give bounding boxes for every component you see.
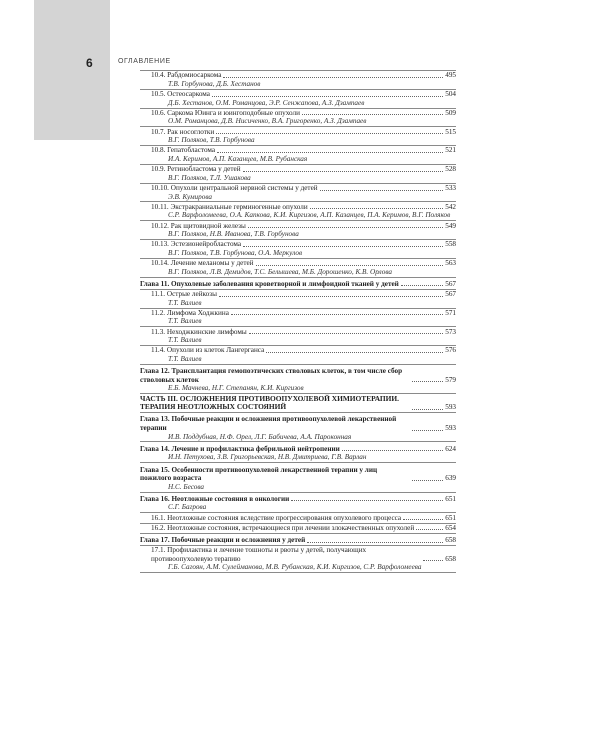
toc-entry-page: 658 (445, 554, 456, 563)
toc-section (140, 70, 456, 90)
toc-entry-page: 533 (445, 183, 456, 192)
dot-leader (223, 77, 443, 78)
toc-entry-row (140, 240, 456, 249)
toc-entry-page: 558 (445, 240, 456, 249)
toc-entry-title: 16.2. Неотложные состояния, встречающиеся при лечении злокачественных опухолей (151, 523, 415, 532)
dot-leader (302, 114, 443, 115)
toc-entry-page: 542 (445, 202, 456, 211)
toc-entry-row (140, 524, 456, 533)
toc-section (140, 513, 456, 523)
toc-entry-row (140, 90, 456, 99)
running-head: ОГЛАВЛЕНИЕ (118, 58, 171, 65)
toc-entry-page: 567 (445, 290, 456, 299)
toc-entry-authors: Э.В. Кумирова (168, 192, 212, 201)
toc-entry-authors: И.А. Керимов, А.П. Казанцев, М.В. Рубанская (168, 155, 308, 164)
toc-entry-page: 651 (445, 494, 456, 503)
toc-chapter (140, 495, 456, 514)
toc-entry-title: ЧАСТЬ III. ОСЛОЖНЕНИЯ ПРОТИВООПУХОЛЕВОЙ ХИМИОТЕРАПИИ. ТЕРАПИЯ НЕОТЛОЖНЫХ СОСТОЯНИЙ (140, 393, 399, 412)
toc-entry-row (140, 346, 456, 355)
toc-entry-authors: И.Н. Петухова, З.В. Григорьевская, Н.В. Дмитриева, Г.В. Варлан (168, 453, 367, 462)
page-number: 6 (86, 56, 93, 70)
toc-entry-title: 11.3. Неходжкинские лимфомы (151, 327, 247, 336)
dot-leader (266, 352, 443, 353)
toc-entry-row (140, 514, 456, 523)
toc-entry-title: 16.1. Неотложные состояния вследствие прогрессирования опухолевого процесса (151, 513, 402, 522)
toc-entry-authors: В.Г. Поляков, Т.Л. Ушакова (168, 173, 251, 182)
toc-entry-authors: С.Г. Багрова (168, 503, 207, 512)
toc-entry-authors: В.Г. Поляков, Н.В. Иванова, Т.В. Горбунова (168, 230, 299, 239)
toc-entry-page: 549 (445, 221, 456, 230)
table-of-contents (140, 70, 456, 573)
toc-section (140, 221, 456, 240)
toc-section (140, 146, 456, 165)
toc-entry-page: 658 (445, 536, 456, 545)
dot-leader (256, 265, 444, 266)
toc-entry-page: 624 (445, 444, 456, 453)
dot-leader (219, 296, 443, 297)
toc-entry-authors: В.Г. Поляков, Т.В. Горбунова, О.А. Меркулов (168, 248, 303, 257)
toc-entry-title: 10.9. Ретинобластома у детей (151, 165, 241, 174)
dot-leader (416, 529, 443, 530)
toc-section (140, 109, 456, 128)
toc-section (140, 546, 456, 573)
toc-entry-title: 10.8. Гепатобластома (151, 146, 216, 155)
toc-entry-page: 579 (445, 375, 456, 384)
dot-leader (401, 285, 443, 286)
toc-section (140, 240, 456, 259)
toc-entry-row (140, 146, 456, 155)
dot-leader (291, 500, 443, 501)
toc-chapter (140, 415, 456, 442)
toc-entry-authors: Т.Т. Валиев (168, 336, 202, 345)
toc-entry-title: 17.1. Профилактика и лечение тошноты и рвоты у детей, получающих противоопухолевую терапию (151, 546, 367, 563)
toc-entry-row (140, 165, 456, 174)
toc-entry-row (140, 495, 456, 504)
toc-entry-title: 10.7. Рак носоглотки (151, 127, 215, 136)
toc-entry-title: 10.14. Лечение меланомы у детей (151, 259, 254, 268)
toc-entry-title: 10.4. Рабдомиосаркома (151, 71, 222, 80)
dot-leader (320, 190, 444, 191)
dot-leader (342, 450, 443, 451)
toc-section (140, 90, 456, 109)
toc-entry-row (140, 415, 456, 432)
toc-chapter (140, 465, 456, 492)
toc-entry-row (140, 109, 456, 118)
toc-entry-authors: Д.Б. Хестанов, О.М. Романцова, Э.Р. Сенжапова, А.З. Дзампаев (168, 98, 365, 107)
toc-entry-title: 11.4. Опухоли из клеток Лангерганса (151, 346, 265, 355)
toc-entry-page: 495 (445, 71, 456, 80)
dot-leader (243, 246, 443, 247)
toc-entry-title: Глава 11. Опухолевые заболевания кроветворной и лимфоидной тканей у детей (140, 279, 399, 288)
toc-entry-title: Глава 17. Побочные реакции и осложнения у детей (140, 536, 306, 545)
toc-entry-page: 509 (445, 108, 456, 117)
dot-leader (248, 227, 443, 228)
toc-entry-page: 573 (445, 327, 456, 336)
toc-entry-page: 654 (445, 523, 456, 532)
toc-section (140, 202, 456, 221)
toc-entry-page: 639 (445, 474, 456, 483)
toc-entry-row (140, 445, 456, 454)
toc-entry-title: Глава 12. Трансплантация гемопоэтических стволовых клеток, в том числе сбор стволовых клеток (140, 367, 403, 384)
dot-leader (423, 560, 443, 561)
toc-entry-page: 576 (445, 346, 456, 355)
toc-entry-authors: Г.Б. Сагоян, А.М. Сулейманова, М.В. Рубанская, К.И. Киргизов, С.Р. Варфоломеева (168, 563, 422, 572)
toc-entry-row (140, 309, 456, 318)
toc-entry-title: 10.6. Саркома Юинга и юингоподобные опухоли (151, 108, 300, 117)
dot-leader (217, 152, 443, 153)
toc-entry-row (140, 259, 456, 268)
toc-section (140, 165, 456, 184)
toc-entry-authors: В.Г. Поляков, Т.В. Горбунова (168, 136, 255, 145)
toc-entry-authors: С.Р. Варфоломеева, О.А. Капкова, К.И. Киргизов, А.П. Казанцев, П.А. Керимов, В.Г. Поляков (168, 211, 451, 220)
toc-entry-title: Глава 16. Неотложные состояния в онкологии (140, 494, 290, 503)
toc-section (140, 259, 456, 278)
toc-entry-title: 11.2. Лимфома Ходжкина (151, 308, 229, 317)
dot-leader (412, 381, 443, 382)
toc-section (140, 309, 456, 328)
toc-entry-row (140, 128, 456, 137)
toc-entry-authors: Т.Т. Валиев (168, 298, 202, 307)
toc-entry-title: 10.12. Рак щитовидной железы (151, 221, 246, 230)
chapter-tab-marker (34, 0, 110, 140)
toc-entry-page: 593 (445, 423, 456, 432)
toc-entry-authors: Т.Т. Валиев (168, 317, 202, 326)
toc-entry-page: 567 (445, 279, 456, 288)
toc-entry-title: 10.5. Остеосаркома (151, 90, 210, 99)
toc-section (140, 524, 456, 534)
dot-leader (212, 96, 443, 97)
toc-entry-authors: Н.С. Бесова (168, 482, 204, 491)
toc-entry-authors: И.В. Поддубная, Н.Ф. Орел, Л.Г. Бабичева, А.А. Пароконная (168, 432, 352, 441)
dot-leader (412, 480, 443, 481)
dot-leader (249, 333, 444, 334)
toc-chapter (140, 367, 456, 394)
dot-leader (231, 314, 443, 315)
toc-entry-page: 563 (445, 259, 456, 268)
toc-entry-authors: Т.Т. Валиев (168, 355, 202, 364)
dot-leader (310, 208, 444, 209)
dot-leader (216, 133, 443, 134)
dot-leader (412, 409, 443, 410)
toc-entry-page: 515 (445, 127, 456, 136)
dot-leader (307, 542, 443, 543)
toc-part (140, 394, 456, 413)
toc-entry-page: 504 (445, 90, 456, 99)
toc-entry-title: 11.1. Острые лейкозы (151, 290, 217, 299)
toc-entry-row (140, 184, 456, 193)
dot-leader (412, 430, 443, 431)
toc-entry-row (140, 222, 456, 231)
toc-entry-page: 571 (445, 308, 456, 317)
toc-entry-row (140, 536, 456, 545)
toc-entry-row (140, 546, 456, 563)
toc-section (140, 127, 456, 146)
toc-entry-authors: О.М. Романцова, Д.В. Нисиченко, В.А. Григоренко, А.З. Дзампаев (168, 117, 367, 126)
toc-entry-authors: В.Г. Поляков, Л.В. Демидов, Т.С. Белышева, М.Б. Дорошенко, К.В. Орлова (168, 267, 392, 276)
toc-entry-row (140, 367, 456, 384)
toc-section (140, 184, 456, 203)
toc-chapter (140, 280, 456, 290)
toc-entry-page: 521 (445, 146, 456, 155)
toc-entry-row (140, 395, 456, 412)
toc-entry-row (140, 280, 456, 289)
toc-entry-authors: Т.В. Горбунова, Д.Б. Хестанов (168, 79, 261, 88)
toc-section (140, 327, 456, 346)
toc-entry-title: 10.13. Эстезионейробластома (151, 240, 242, 249)
toc-entry-title: 10.10. Опухоли центральной нервной системы у детей (151, 183, 318, 192)
toc-entry-page: 651 (445, 513, 456, 522)
toc-entry-page: 528 (445, 165, 456, 174)
toc-chapter (140, 536, 456, 546)
toc-entry-title: Глава 14. Лечение и профилактика фебрильной нейтропении (140, 444, 340, 453)
toc-entry-row (140, 466, 456, 483)
dot-leader (243, 171, 444, 172)
toc-entry-row (140, 203, 456, 212)
toc-entry-row (140, 328, 456, 337)
toc-section (140, 346, 456, 365)
toc-entry-row (140, 290, 456, 299)
toc-chapter (140, 444, 456, 463)
toc-entry-row (140, 71, 456, 80)
toc-entry-title: Глава 13. Побочные реакции и осложнения противоопухолевой лекарственной терапии (140, 415, 397, 432)
dot-leader (403, 519, 443, 520)
toc-section (140, 290, 456, 309)
toc-entry-title: 10.11. Экстракраниальные герминогенные опухоли (151, 202, 308, 211)
toc-entry-authors: Е.Б. Мачнева, Н.Г. Степанян, К.И. Киргизов (168, 384, 304, 393)
toc-entry-title: Глава 15. Особенности противоопухолевой лекарственной терапии у лиц пожилого возраста (140, 465, 378, 483)
toc-entry-page: 593 (445, 403, 456, 412)
